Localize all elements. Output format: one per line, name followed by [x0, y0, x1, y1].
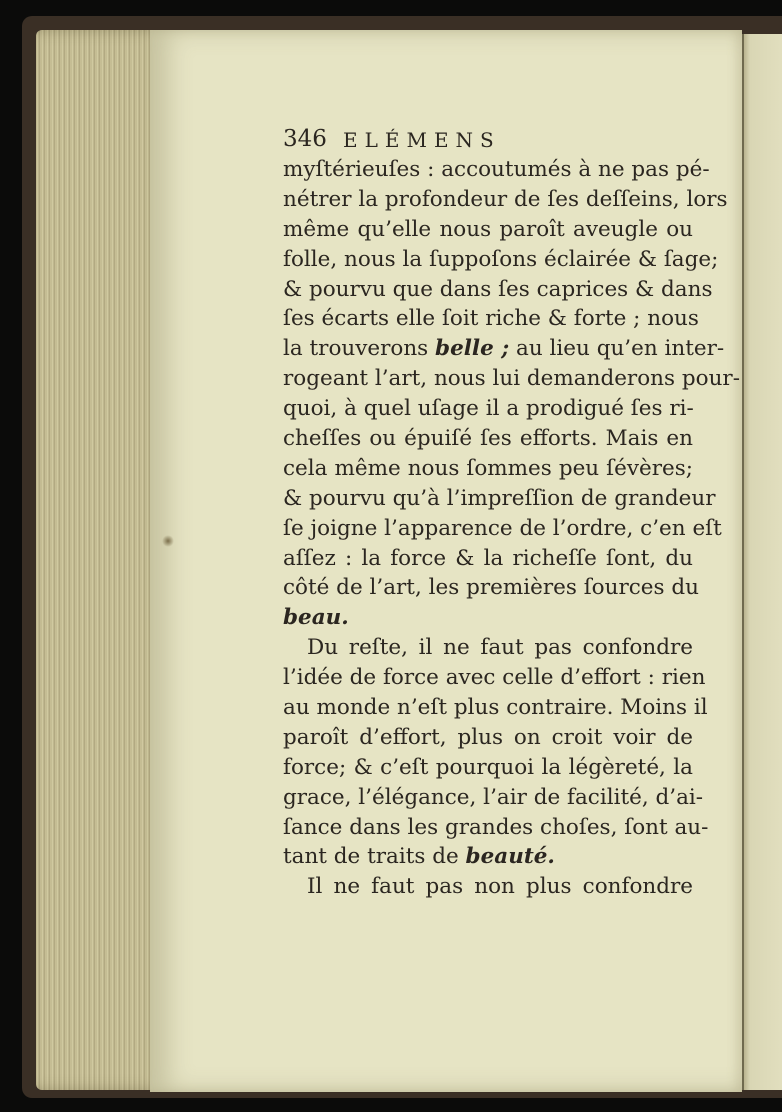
text-line — [283, 544, 693, 574]
text-line — [283, 454, 693, 484]
line-segment: paroît d’effort, plus on croit voir de — [283, 724, 693, 750]
text-line — [283, 155, 710, 185]
text-line — [283, 275, 713, 305]
text-line — [283, 842, 693, 872]
text-line — [283, 364, 740, 394]
italic-word: beau. — [283, 605, 349, 631]
running-head: ELÉMENS — [343, 128, 501, 152]
line-segment: rogeant l’art, nous lui demanderons pour- — [283, 366, 740, 392]
page-edges — [36, 30, 166, 1090]
text-lines — [283, 155, 740, 902]
text-line — [283, 185, 728, 215]
text-line — [283, 245, 719, 275]
text-line — [283, 633, 693, 663]
text-line — [283, 394, 693, 424]
text-line — [283, 514, 722, 544]
line-segment: même qu’elle nous paroît aveugle ou — [283, 216, 693, 242]
line-segment: & pourvu que dans ſes caprices & dans — [283, 276, 713, 302]
line-segment: au monde n’eſt plus contraire. Moins il — [283, 695, 708, 721]
line-segment: tant de traits de — [283, 844, 466, 870]
line-segment: quoi, à quel uſage il a prodigué ſes ri- — [283, 396, 694, 422]
page-number: 346 — [283, 126, 327, 152]
text-line — [283, 573, 699, 603]
line-segment: au lieu qu’en inter- — [509, 336, 725, 362]
line-segment: folle, nous la ſuppoſons éclairée & ſage; — [283, 246, 719, 272]
line-segment: ſance dans les grandes choſes, ſont au- — [283, 814, 709, 840]
line-segment: grace, l’élégance, l’air de facilité, d’ai- — [283, 784, 704, 810]
text-line — [283, 424, 693, 454]
text-line — [283, 872, 693, 902]
text-line — [283, 723, 693, 753]
italic-word: beauté. — [465, 844, 555, 870]
line-segment: ſe joigne l’apparence de l’ordre, c’en eſt — [283, 515, 722, 541]
text-line — [283, 484, 716, 514]
line-segment: aſſez : la force & la richeſſe ſont, du — [283, 545, 693, 571]
line-segment: l’idée de force avec celle d’effort : rien — [283, 665, 706, 691]
text-line — [283, 693, 708, 723]
text-line — [283, 753, 693, 783]
line-segment: myſtérieuſes : accoutumés à ne pas pé- — [283, 157, 710, 182]
text-line — [283, 783, 704, 813]
page-text — [283, 125, 740, 902]
line-segment: la trouverons — [283, 336, 436, 362]
line-segment: cheſſes ou épuiſé ſes efforts. Mais en — [283, 426, 693, 452]
text-line — [283, 813, 709, 843]
next-page-edge — [742, 34, 782, 1090]
italic-word: belle ; — [435, 336, 510, 362]
line-segment: côté de l’art, les premières ſources du — [283, 575, 699, 601]
text-line — [283, 304, 699, 334]
line-segment: nétrer la profondeur de ſes deſſeins, lors — [283, 186, 728, 212]
page-stain — [162, 535, 174, 547]
text-line — [283, 603, 693, 633]
text-line — [283, 663, 706, 693]
text-line — [283, 334, 725, 364]
line-segment: Il ne faut pas non plus confondre — [307, 874, 693, 900]
line-segment: force; & c’eſt pourquoi la légèreté, la — [283, 754, 693, 780]
line-segment: Du reſte, il ne faut pas confondre — [307, 635, 693, 661]
line-segment: ſes écarts elle ſoit riche & forte ; nous — [283, 306, 699, 332]
line-segment: cela même nous ſommes peu ſévères; — [283, 455, 693, 481]
line-segment: & pourvu qu’à l’impreſſion de grandeur — [283, 485, 716, 511]
text-line — [283, 215, 693, 245]
page-header — [283, 125, 693, 155]
